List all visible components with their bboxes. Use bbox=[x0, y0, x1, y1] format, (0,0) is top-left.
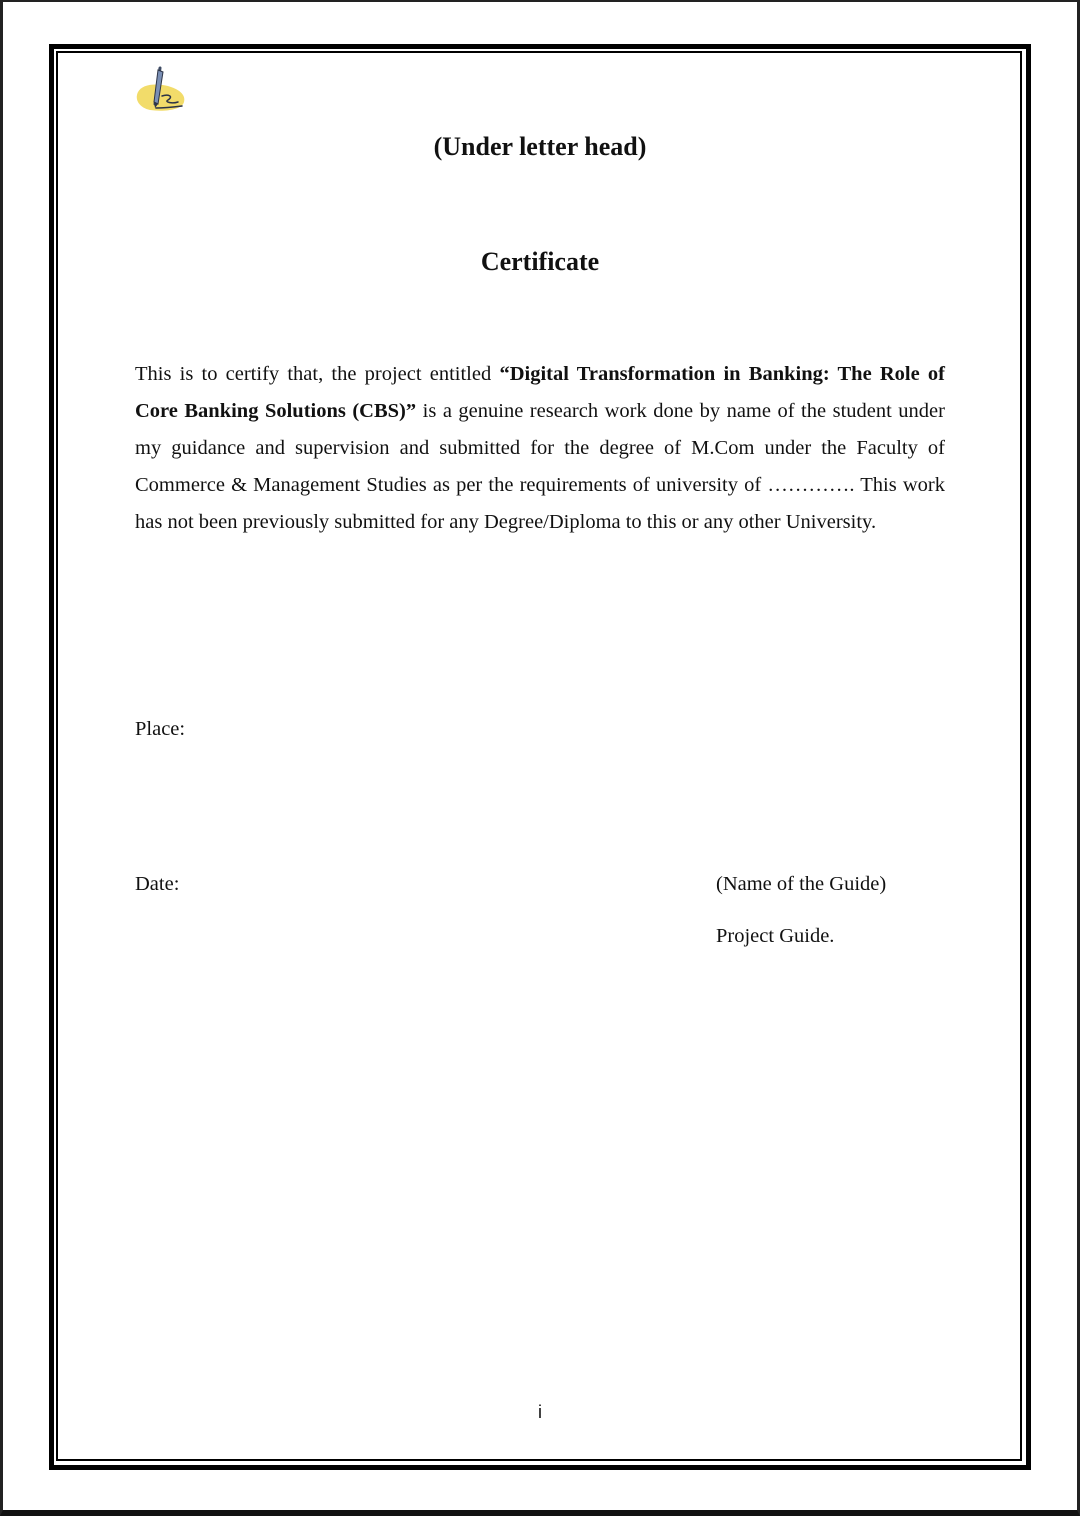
place-label: Place: bbox=[135, 718, 186, 740]
guide-name: (Name of the Guide) bbox=[716, 873, 887, 895]
letterhead-note: (Under letter head) bbox=[433, 132, 647, 161]
certificate-title: Certificate bbox=[480, 247, 600, 276]
project-title: “Digital Transformation in Banking: The Role of Core Banking Solutions (CBS)” bbox=[135, 363, 945, 422]
date-label: Date: bbox=[135, 873, 180, 895]
guide-role: Project Guide. bbox=[716, 925, 835, 947]
page-number: i bbox=[538, 1402, 542, 1422]
certificate-body bbox=[135, 356, 945, 541]
pen-signature-icon bbox=[134, 66, 190, 116]
body-intro: This is to certify that, the project entitled bbox=[135, 363, 500, 385]
body-rest: is a genuine research work done by name of the student under my guidance and supervision and submitted for the degree of M.Com under the Faculty of Commerce & Management Studies as per the requirements of university of …………. This work has not been previously submitted for any Degree/Diploma to this or any other University. bbox=[135, 400, 945, 533]
